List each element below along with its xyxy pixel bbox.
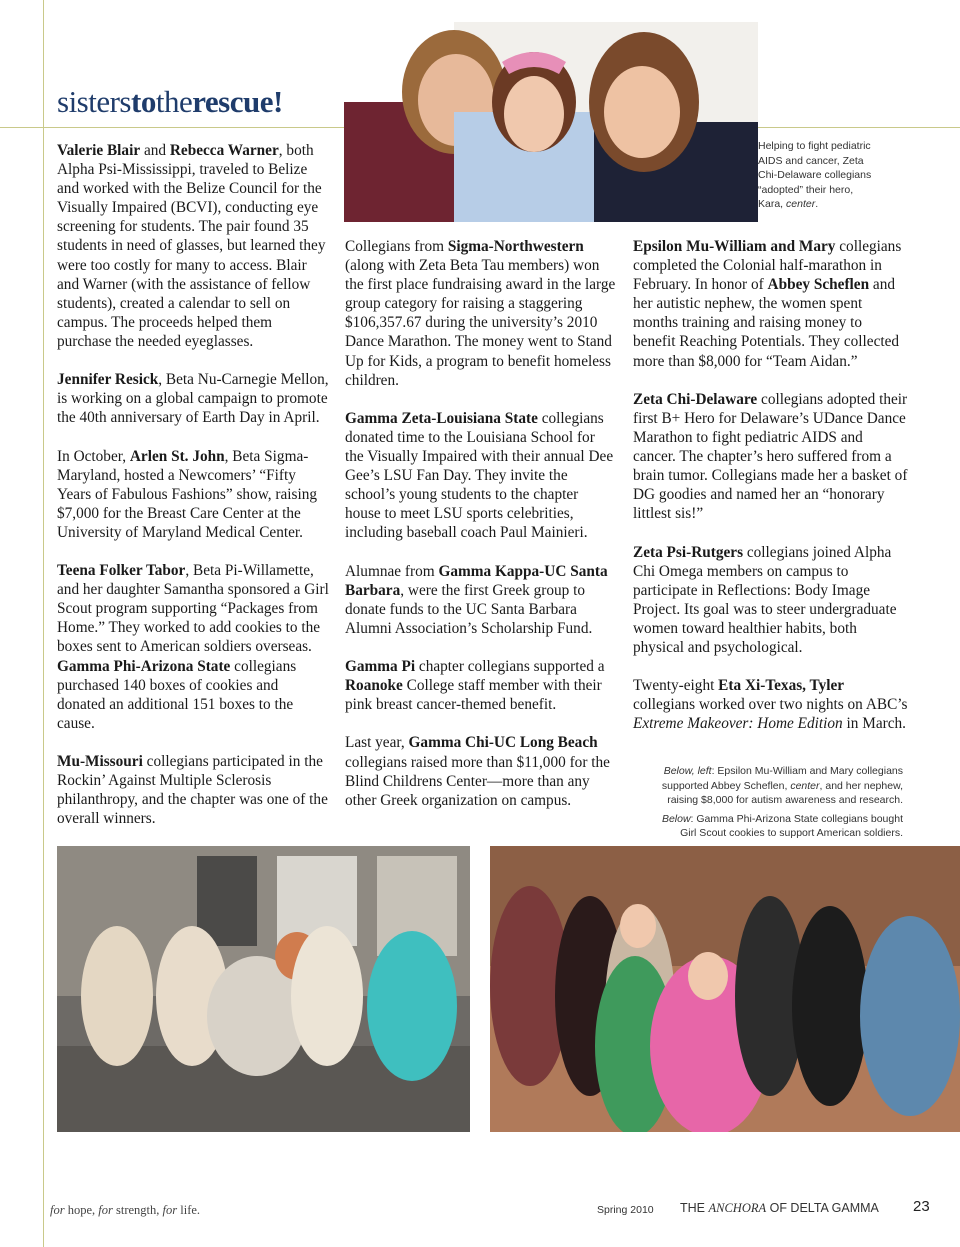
paragraph: Zeta Chi-Delaware collegians adopted their first B+ Hero for Delaware’s UDance Dance Marathon to fight pediatric AIDS and cancer. The chapter’s hero suffered from a brain tumor. Collegians made her a basket of DG goodies and named her an “honorary littlest sis!” [633, 390, 908, 523]
paragraph: In October, Arlen St. John, Beta Sigma-Maryland, hosted a Newcomers’ “Fifty Years of Fabulous Fashions” show, raising $7,000 for the Breast Care Center at the University of Maryland Medical Center. [57, 447, 318, 541]
paragraph: Jennifer Resick, Beta Nu-Carnegie Mellon, is working on a global campaign to promote the 40th anniversary of Earth Day in April. [57, 371, 329, 427]
column-2 [345, 237, 617, 829]
caption-bottom: Below, left: Epsilon Mu-William and Mary collegians supported Abbey Scheflen, center, and her nephew, raising $8,000 for autism awareness and research. Below: Gamma Phi-Arizona State collegians bought Girl Scout cookies to support American soldiers. [661, 765, 903, 839]
footer-tagline: for hope, for strength, for life. [50, 1203, 201, 1217]
photo-gamma-phi [490, 846, 960, 1132]
paragraph: Twenty-eight Eta Xi-Texas, Tyler collegians worked over two nights on ABC’s Extreme Makeover: Home Edition in March. [633, 677, 908, 733]
paragraph: Teena Folker Tabor, Beta Pi-Willamette, and her daughter Samantha sponsored a Girl Scout program supporting “Packages from Home.” They worked to add cookies to the boxes sent to American soldiers overseas. Gamma Phi-Arizona State collegians purchased 140 boxes of cookies and donated an additional 151 boxes to the cause. [57, 562, 329, 732]
paragraph: Gamma Pi chapter collegians supported a Roanoke College staff member with their pink breast cancer-themed benefit. [345, 658, 605, 714]
footer-magazine-title: THE ANCHORA OF DELTA GAMMA [680, 1201, 879, 1215]
caption-top: Helping to fight pediatric AIDS and cancer, Zeta Chi-Delaware collegians “adopted” their hero, Kara, center. [758, 140, 872, 210]
paragraph: Mu-Missouri collegians participated in the Rockin’ Against Multiple Sclerosis philanthropy, and the chapter was one of the overall winners. [57, 753, 328, 828]
photo-epsilon-mu [57, 846, 470, 1132]
paragraph: Collegians from Sigma-Northwestern (along with Zeta Beta Tau members) won the first place fundraising award in the large group category for raising a staggering $106,357.67 during the university’s 2010 Dance Marathon. The money went to Stand Up for Kids, a program to benefit homeless children. [345, 238, 616, 389]
photo-image [344, 22, 758, 222]
column-3 [633, 237, 908, 753]
column-1 [57, 141, 329, 847]
photo-zeta-chi-delaware [344, 22, 758, 222]
footer-issue-date: Spring 2010 [597, 1204, 654, 1216]
page-number: 23 [913, 1198, 930, 1215]
vertical-rule [43, 0, 44, 1247]
paragraph: Alumnae from Gamma Kappa-UC Santa Barbara, were the first Greek group to donate funds to the UC Santa Barbara Alumni Association’s Scholarship Fund. [345, 562, 608, 637]
paragraph: Zeta Psi-Rutgers collegians joined Alpha Chi Omega members on campus to participate in Reflections: Body Image Project. Its goal was to steer undergraduate women toward healthier habits, both physical and psychological. [633, 543, 897, 656]
paragraph: Epsilon Mu-William and Mary collegians completed the Colonial half-marathon in February. In honor of Abbey Scheflen and her autistic nephew, the women spent months training and raising money to benefit Reaching Potentials. They collected more than $8,000 for “Team Aidan.” [633, 238, 902, 370]
photo-image [490, 846, 960, 1132]
photo-image [57, 846, 470, 1132]
paragraph: Valerie Blair and Rebecca Warner, both Alpha Psi-Mississippi, traveled to Belize and worked with the Belize Council for the Visually Impaired (BCVI), conducting eye screening for students. The pair found 35 students in need of glasses, but learned they were too costly for many to access. Blair and Warner (with the assistance of fellow students), created a calendar to sell on campus. The proceeds helped them purchase the needed eyeglasses. [57, 142, 326, 350]
paragraph: Gamma Zeta-Louisiana State collegians donated time to the Louisiana School for the Visually Impaired with their annual Dee Gee’s LSU Fan Day. They invite the school’s young students to the chapter house to meet LSU sports celebrities, including baseball coach Paul Mainieri. [345, 409, 614, 542]
page-title: sisterstotherescue! [57, 84, 283, 119]
paragraph: Last year, Gamma Chi-UC Long Beach collegians raised more than $11,000 for the Blind Childrens Center—more than any other Greek organization on campus. [345, 734, 610, 809]
